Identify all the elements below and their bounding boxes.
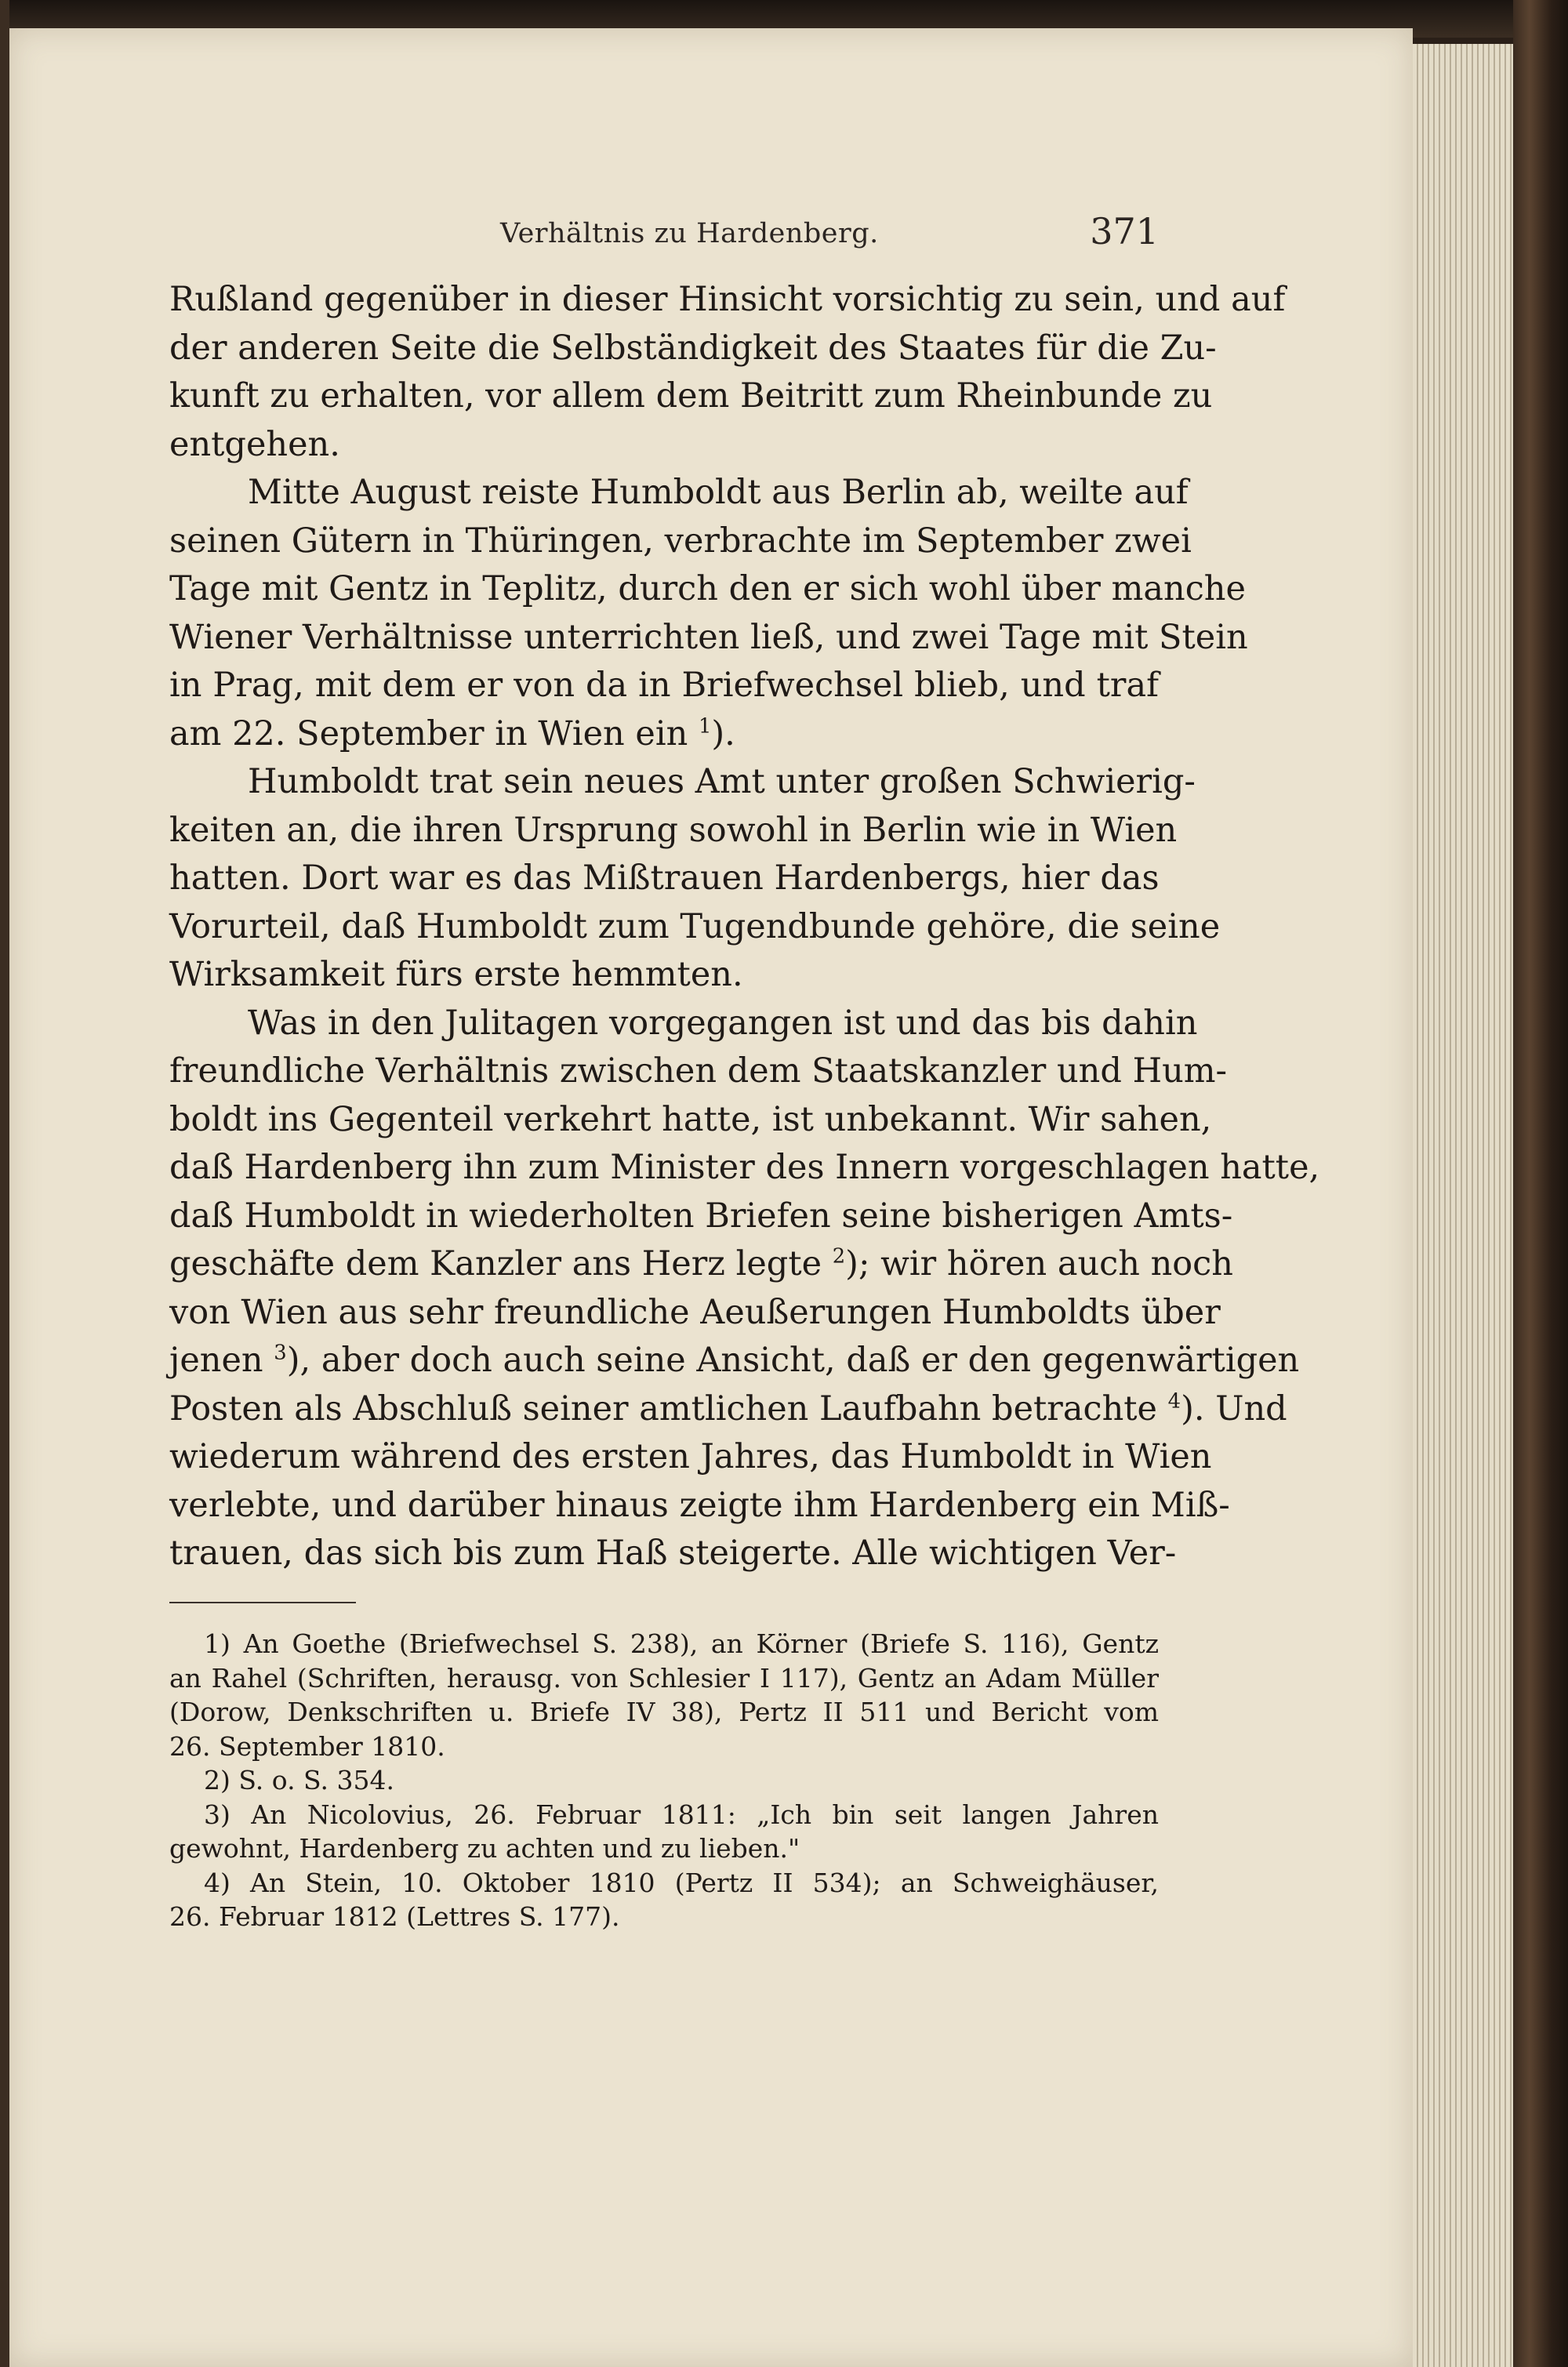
footnote-line	[169, 1798, 1159, 1832]
footnote-line: (Dorow, Denkschriften u. Briefe IV 38), Pertz II 511 und Bericht vom	[169, 1697, 1159, 1727]
footnote-line	[169, 1763, 1159, 1798]
book-cover-left	[0, 0, 9, 2367]
text-line: der anderen Seite die Selbständigkeit des Staates für die Zu-	[169, 328, 1217, 368]
text-segment: am 22. September in Wien ein	[169, 713, 688, 753]
text-line: entgehen.	[169, 424, 340, 464]
text-line: boldt ins Gegenteil verkehrt hatte, ist unbekannt. Wir sahen,	[169, 1099, 1212, 1139]
footnote-text: An Goethe (Briefwechsel S. 238), an Körner (Briefe S. 116), Gentz	[243, 1628, 1159, 1659]
footnote-ref: 3	[274, 1341, 287, 1365]
text-line: geschäfte dem Kanzler ans Herz legte $^2$); wir hören auch noch	[169, 1244, 1233, 1283]
text-line: Rußland gegenüber in dieser Hinsicht vorsichtig zu sein, und auf	[169, 280, 1286, 319]
text-line: seinen Gütern in Thüringen, verbrachte im September zwei	[169, 521, 1192, 561]
text-line: daß Humboldt in wiederholten Briefen seine bisherigen Amts-	[169, 1196, 1233, 1236]
text-segment: Posten als Abschluß seiner amtlichen Laufbahn betrachte	[169, 1389, 1157, 1429]
footnote-marker: 1)	[204, 1628, 230, 1659]
text-line: Was in den Julitagen vorgegangen ist und das bis dahin	[248, 1003, 1198, 1043]
text-line: von Wien aus sehr freundliche Aeußerungen Humboldts über	[169, 1292, 1221, 1332]
text-segment: , aber doch auch seine Ansicht, daß er den gegenwärtigen	[299, 1341, 1300, 1380]
footnote-ref: 4	[1167, 1389, 1181, 1414]
book-cover-right	[1513, 0, 1568, 2367]
footnote-line	[169, 1627, 1159, 1661]
footnote-marker: 3)	[204, 1799, 230, 1830]
text-segment: jenen	[169, 1341, 263, 1380]
text-segment: . Und	[1193, 1389, 1287, 1429]
footnote-text: An Stein, 10. Oktober 1810 (Pertz II 534); an Schweighäuser,	[250, 1867, 1159, 1898]
footnote-ref: 2	[832, 1244, 846, 1269]
text-line: hatten. Dort war es das Mißtrauen Hardenbergs, hier das	[169, 859, 1160, 898]
footnote-line: an Rahel (Schriften, herausg. von Schlesier I 117), Gentz an Adam Müller	[169, 1662, 1159, 1694]
text-line: jenen $^3$), aber doch auch seine Ansicht, daß er den gegenwärtigen	[169, 1341, 1300, 1380]
footnotes	[169, 1627, 1159, 2003]
footnote-line: 26. Februar 1812 (Lettres S. 177).	[169, 1901, 620, 1932]
main-text	[169, 276, 1320, 1577]
text-line: am 22. September in Wien ein $^1$).	[169, 713, 735, 753]
page-header	[169, 210, 1159, 257]
page-edges	[1413, 44, 1513, 2367]
running-head: Verhältnis zu Hardenberg.	[500, 218, 879, 249]
text-segment: geschäfte dem Kanzler ans Herz legte	[169, 1244, 822, 1283]
text-line	[169, 1385, 1287, 1434]
footnote-ref: 1	[698, 714, 712, 739]
text-line: freundliche Verhältnis zwischen dem Staatskanzler und Hum-	[169, 1051, 1228, 1091]
text-line: Vorurteil, daß Humboldt zum Tugendbunde gehöre, die seine	[169, 906, 1221, 946]
footnote-text: An Nicolovius, 26. Februar 1811: „Ich bin seit langen Jahren	[251, 1799, 1159, 1830]
text-line: kunft zu erhalten, vor allem dem Beitritt zum Rheinbunde zu	[169, 376, 1213, 416]
page-number: 371	[1090, 210, 1159, 252]
text-line: Wirksamkeit fürs erste hemmten.	[169, 955, 743, 994]
footnote-marker: 2)	[204, 1765, 230, 1795]
footnote-line: gewohnt, Hardenberg zu achten und zu lieben."	[169, 1833, 800, 1864]
text-line: Tage mit Gentz in Teplitz, durch den er sich wohl über manche	[169, 569, 1246, 608]
text-line: verlebte, und darüber hinaus zeigte ihm Hardenberg ein Miß-	[169, 1485, 1230, 1525]
text-line: daß Hardenberg ihn zum Minister des Innern vorgeschlagen hatte,	[169, 1148, 1320, 1187]
footnote-marker: 4)	[204, 1867, 230, 1898]
footnote-text: S. o. S. 354.	[238, 1765, 394, 1795]
text-line: in Prag, mit dem er von da in Briefwechsel blieb, und traf	[169, 666, 1159, 705]
text-line: Wiener Verhältnisse unterrichten ließ, und zwei Tage mit Stein	[169, 617, 1248, 657]
text-segment: .	[724, 713, 735, 753]
text-line: Mitte August reiste Humboldt aus Berlin ab, weilte auf	[248, 473, 1189, 512]
footnote-divider	[169, 1602, 356, 1603]
text-segment: ; wir hören auch noch	[858, 1244, 1233, 1283]
footnote-line	[169, 1866, 1159, 1900]
text-line: Humboldt trat sein neues Amt unter großen Schwierig-	[248, 762, 1196, 801]
footnote-line: 26. September 1810.	[169, 1730, 445, 1762]
text-line: trauen, das sich bis zum Haß steigerte. Alle wichtigen Ver-	[169, 1534, 1177, 1573]
text-line: wiederum während des ersten Jahres, das Humboldt in Wien	[169, 1437, 1212, 1476]
text-line: keiten an, die ihren Ursprung sowohl in Berlin wie in Wien	[169, 810, 1178, 850]
